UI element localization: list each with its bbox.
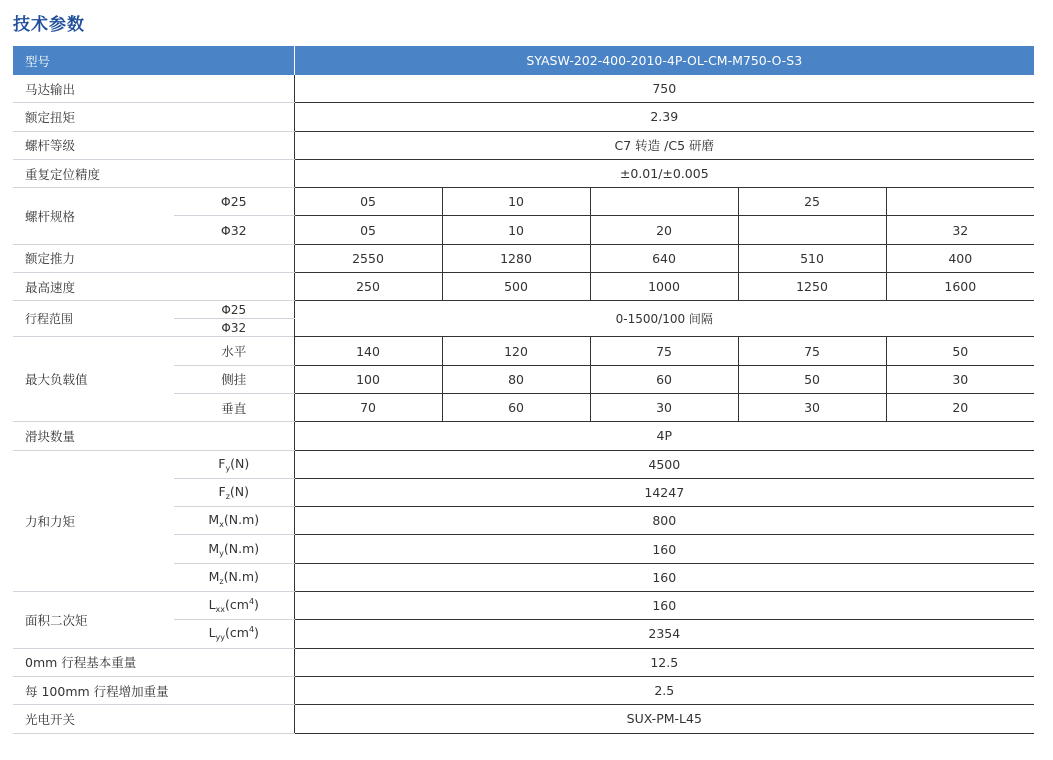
weight-0mm-label: 0mm 行程基本重量	[13, 648, 294, 676]
unit: (cm	[225, 625, 249, 641]
symbol: F	[218, 484, 226, 499]
force-sub	[174, 478, 294, 506]
unit: (cm	[225, 597, 249, 613]
photo-switch-label: 光电开关	[13, 705, 294, 733]
table-cell: 50	[738, 365, 886, 393]
motor-value: 750	[294, 75, 1034, 103]
weight-add-value: 2.5	[294, 676, 1034, 704]
unit: (N.m)	[223, 540, 260, 556]
subscript: y	[225, 463, 231, 473]
table-row	[13, 244, 1034, 272]
screw-spec-label: 螺杆规格	[13, 188, 174, 245]
table-cell: 60	[442, 393, 590, 421]
subscript: z	[225, 492, 230, 501]
inertia-value: 2354	[294, 620, 1034, 648]
spec-table	[13, 46, 1034, 734]
table-cell: 60	[590, 365, 738, 393]
slider-count-value: 4P	[294, 422, 1034, 450]
weight-0mm-value: 12.5	[294, 648, 1034, 676]
table-row	[13, 131, 1034, 159]
force-label: 力和力矩	[13, 450, 174, 591]
repeatability-value: ±0.01/±0.005	[294, 159, 1034, 187]
table-cell: 75	[590, 337, 738, 365]
slider-count-label: 滑块数量	[13, 422, 294, 450]
force-sub	[174, 507, 294, 535]
force-value: 4500	[294, 450, 1034, 478]
table-cell: 10	[442, 216, 590, 244]
superscript: 4	[248, 597, 255, 607]
table-row	[13, 337, 1034, 365]
table-row	[13, 705, 1034, 733]
inertia-value: 160	[294, 592, 1034, 620]
table-cell: 70	[294, 393, 442, 421]
table-row	[13, 450, 1034, 478]
stroke-label: 行程范围	[13, 301, 174, 337]
table-cell: 05	[294, 216, 442, 244]
stroke-sub: Φ25	[174, 301, 294, 319]
motor-label: 马达输出	[13, 75, 294, 103]
table-cell	[886, 188, 1034, 216]
torque-value: 2.39	[294, 103, 1034, 131]
table-cell: 400	[886, 244, 1034, 272]
table-header-row	[13, 46, 1034, 75]
table-cell: 25	[738, 188, 886, 216]
subscript: y	[219, 548, 224, 558]
thrust-label: 额定推力	[13, 244, 294, 272]
max-speed-label: 最高速度	[13, 273, 294, 301]
subscript: x	[219, 520, 224, 530]
stroke-sub: Φ32	[174, 319, 294, 337]
symbol: M	[208, 512, 220, 528]
subscript: z	[219, 576, 224, 586]
inertia-label: 面积二次矩	[13, 592, 174, 649]
superscript: 4	[248, 625, 255, 635]
table-cell: 1280	[442, 244, 590, 272]
table-cell	[590, 188, 738, 216]
table-cell: 75	[738, 337, 886, 365]
stroke-value: 0-1500/100 间隔	[294, 301, 1034, 337]
table-cell: 05	[294, 188, 442, 216]
table-cell: 2550	[294, 244, 442, 272]
repeatability-label: 重复定位精度	[13, 159, 294, 187]
max-load-sub: 侧挂	[174, 365, 294, 393]
table-row	[13, 159, 1034, 187]
symbol: M	[208, 540, 220, 556]
subscript: xx	[215, 605, 226, 615]
table-row	[13, 301, 1034, 319]
page-title: 技术参数	[13, 15, 85, 35]
table-cell: 20	[886, 393, 1034, 421]
table-cell: 50	[886, 337, 1034, 365]
symbol: F	[218, 455, 226, 471]
unit: (N)	[229, 484, 250, 499]
table-cell: 10	[442, 188, 590, 216]
subscript: yy	[215, 633, 226, 643]
screw-grade-label: 螺杆等级	[13, 131, 294, 159]
weight-add-label: 每 100mm 行程增加重量	[13, 676, 294, 704]
unit: (N.m)	[223, 568, 259, 584]
table-cell: 100	[294, 365, 442, 393]
table-cell: 1600	[886, 273, 1034, 301]
inertia-sub	[174, 620, 294, 648]
table-cell: 510	[738, 244, 886, 272]
table-cell: 640	[590, 244, 738, 272]
model-label: 型号	[13, 46, 294, 75]
torque-label: 额定扭矩	[13, 103, 294, 131]
screw-spec-sub: Φ25	[174, 188, 294, 216]
force-sub	[174, 450, 294, 478]
photo-switch-value: SUX-PM-L45	[294, 705, 1034, 733]
inertia-sub	[174, 592, 294, 620]
table-cell: 250	[294, 273, 442, 301]
table-row	[13, 676, 1034, 704]
force-value: 160	[294, 563, 1034, 591]
table-row	[13, 273, 1034, 301]
unit-close: )	[254, 597, 259, 613]
table-cell: 1000	[590, 273, 738, 301]
table-cell: 80	[442, 365, 590, 393]
table-row	[13, 592, 1034, 620]
model-value: SYASW-202-400-2010-4P-OL-CM-M750-O-S3	[294, 46, 1034, 75]
table-cell: 20	[590, 216, 738, 244]
table-row	[13, 188, 1034, 216]
force-value: 800	[294, 507, 1034, 535]
force-sub	[174, 563, 294, 591]
unit-close: )	[254, 625, 259, 641]
table-cell	[738, 216, 886, 244]
table-row	[13, 103, 1034, 131]
table-row	[13, 422, 1034, 450]
screw-grade-value: C7 转造 /C5 研磨	[294, 131, 1034, 159]
force-sub	[174, 535, 294, 563]
symbol: L	[208, 625, 216, 641]
symbol: M	[208, 568, 220, 584]
table-cell: 30	[590, 393, 738, 421]
screw-spec-sub: Φ32	[174, 216, 294, 244]
table-row	[13, 648, 1034, 676]
table-cell: 140	[294, 337, 442, 365]
unit: (N.m)	[223, 512, 260, 528]
force-value: 14247	[294, 478, 1034, 506]
table-cell: 120	[442, 337, 590, 365]
table-cell: 1250	[738, 273, 886, 301]
max-load-label: 最大负载值	[13, 337, 174, 422]
table-cell: 32	[886, 216, 1034, 244]
table-cell: 30	[738, 393, 886, 421]
max-load-sub: 水平	[174, 337, 294, 365]
force-value: 160	[294, 535, 1034, 563]
table-cell: 500	[442, 273, 590, 301]
symbol: L	[208, 597, 216, 613]
max-load-sub: 垂直	[174, 393, 294, 421]
unit: (N)	[230, 455, 250, 471]
table-row	[13, 75, 1034, 103]
table-cell: 30	[886, 365, 1034, 393]
